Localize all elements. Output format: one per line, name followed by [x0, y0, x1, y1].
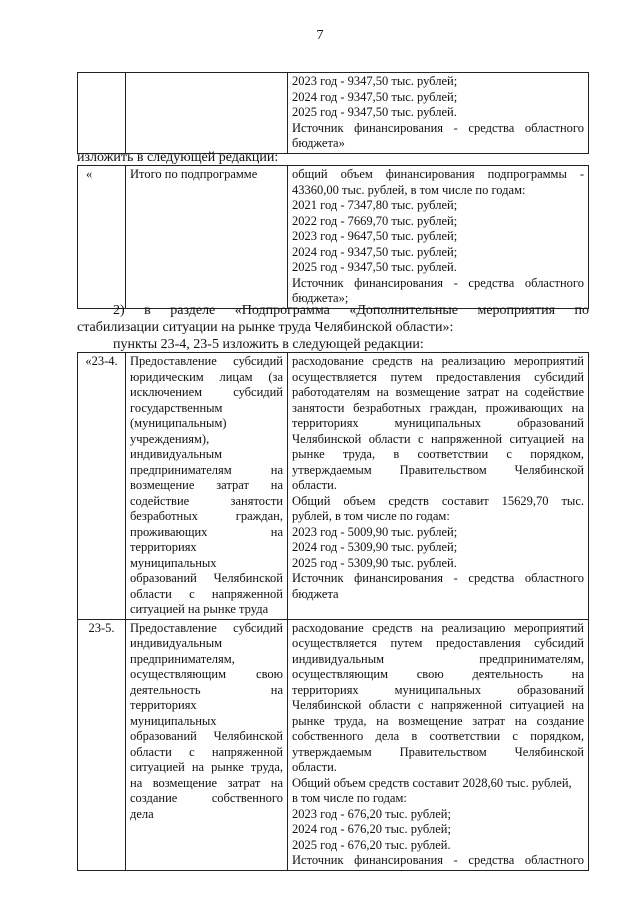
- item-name: [126, 353, 288, 620]
- text-line: содействие занятости: [130, 493, 283, 508]
- financing-cell: [288, 73, 589, 154]
- paragraph-line-1: 2) в разделе «Подпрограмма «Дополнительные мероприятия по: [113, 303, 589, 318]
- text-line: 2023 год - 5009,90 тыс. рублей;: [292, 524, 458, 539]
- text-line: территориях: [130, 698, 197, 712]
- text-line: дела: [130, 806, 154, 821]
- text-line: 2024 год - 676,20 тыс. рублей;: [292, 822, 451, 836]
- page-number: 7: [316, 28, 324, 43]
- text-line: расходование средств на реализацию мероприятий: [292, 620, 584, 635]
- text-line: работодателям на возмещение затрат на содействие: [292, 385, 584, 399]
- measures-table: [77, 352, 589, 871]
- text-line: проживающих на: [130, 524, 283, 539]
- text-line: государственным: [130, 400, 223, 415]
- table-row: [78, 166, 589, 309]
- text-line: (муниципальным): [130, 416, 227, 430]
- text-line: утверждаемым Правительством Челябинской: [292, 744, 584, 759]
- text-line: учреждениям),: [130, 431, 210, 446]
- text-line: 43360,00 тыс. рублей, в том числе по годам:: [292, 182, 526, 197]
- text-line: 2023 год - 9647,50 тыс. рублей;: [292, 229, 458, 243]
- item-name: [126, 619, 288, 870]
- text-line: Предоставление субсидий: [130, 620, 283, 635]
- text-line: Источник финансирования - средства областного: [292, 571, 584, 585]
- text-line: 2022 год - 7669,70 тыс. рублей;: [292, 213, 458, 228]
- text-line: области.: [292, 760, 337, 774]
- total-table: [77, 165, 589, 309]
- table-row: [78, 73, 589, 154]
- total-financing-cell: [288, 166, 589, 309]
- table-row: [78, 353, 589, 620]
- text-line: индивидуальным: [130, 447, 223, 461]
- continuation-table: [77, 72, 589, 154]
- text-line: 2023 год - 676,20 тыс. рублей;: [292, 806, 451, 821]
- text-line: рублей, в том числе по годам:: [292, 509, 450, 523]
- text-line: Челябинской области с напряженной ситуацией на: [292, 431, 584, 446]
- text-line: осуществляющим свою деятельность на: [292, 667, 584, 681]
- text-line: в том числе по годам:: [292, 791, 407, 805]
- text-line: территориях: [130, 540, 197, 554]
- text-line: области с напряженной: [130, 744, 283, 759]
- text-line: рынке труда, на возмещение затрат на создание: [292, 713, 584, 728]
- text-line: осуществляющим свою: [130, 667, 283, 681]
- text-line: муниципальных: [130, 713, 217, 728]
- text-line: 2025 год - 5309,90 тыс. рублей.: [292, 555, 457, 570]
- quote-mark: «: [78, 166, 126, 309]
- text-line: 2021 год - 7347,80 тыс. рублей;: [292, 198, 458, 212]
- text-line: Общий объем средств составит 15629,70 тыс.: [292, 493, 584, 508]
- text-line: осуществляется путем предоставления субсидий: [292, 636, 584, 650]
- text-line: предпринимателям на: [130, 462, 283, 477]
- text-line: Общий объем средств составит 2028,60 тыс. рублей,: [292, 775, 572, 790]
- item-number: «23-4.: [78, 353, 126, 620]
- paragraph-line-3: пункты 23-4, 23-5 изложить в следующей редакции:: [113, 337, 424, 352]
- text-line: ситуацией на рынке труда: [130, 602, 269, 616]
- text-line: рынке труда, в соответствии с порядком,: [292, 447, 584, 461]
- text-line: индивидуальным предпринимателям,: [292, 651, 584, 666]
- text-line: территориях муниципальных образований: [292, 416, 584, 430]
- text-line: муниципальных: [130, 555, 217, 570]
- text-line: бюджета: [292, 586, 339, 601]
- text-line: утверждаемым Правительством Челябинской: [292, 462, 584, 477]
- text-line: бюджета»: [292, 136, 345, 150]
- text-line: образований Челябинской: [130, 729, 283, 743]
- paragraph-line-2: стабилизации ситуации на рынке труда Челябинской области»:: [77, 320, 454, 335]
- total-label: Итого по подпрограмме: [126, 166, 288, 309]
- text-line: осуществляется путем предоставления субсидий: [292, 369, 584, 384]
- text-line: 2025 год - 676,20 тыс. рублей.: [292, 837, 451, 852]
- text-line: образований Челябинской: [130, 571, 283, 585]
- text-line: Источник финансирования - средства областного: [292, 275, 584, 290]
- text-line: безработных граждан,: [130, 509, 283, 523]
- text-line: создание собственного: [130, 791, 283, 805]
- text-line: Источник финансирования - средства областного: [292, 853, 584, 867]
- intro-text: изложить в следующей редакции:: [77, 150, 279, 165]
- text-line: индивидуальным: [130, 636, 223, 650]
- text-line: предпринимателям,: [130, 651, 235, 666]
- text-line: общий объем финансирования подпрограммы -: [292, 167, 584, 181]
- text-line: Предоставление субсидий: [130, 354, 283, 368]
- item-number: 23-5.: [78, 619, 126, 870]
- text-line: Источник финансирования - средства областного: [292, 120, 584, 135]
- text-line: 2025 год - 9347,50 тыс. рублей.: [292, 260, 457, 274]
- text-line: 2024 год - 9347,50 тыс. рублей;: [292, 244, 458, 259]
- text-line: Челябинской области с напряженной ситуацией на: [292, 698, 584, 712]
- text-line: ситуацией на рынке труда,: [130, 760, 283, 774]
- text-line: бюджета»;: [292, 291, 349, 305]
- text-line: исключением субсидий: [130, 385, 283, 399]
- text-line: 2023 год - 9347,50 тыс. рублей;: [292, 74, 458, 88]
- item-description: [288, 353, 589, 620]
- table-row: [78, 619, 589, 870]
- text-line: возмещение затрат на: [130, 478, 283, 492]
- text-line: области с напряженной: [130, 586, 283, 601]
- text-line: собственного дела в соответствии с порядком,: [292, 729, 584, 743]
- text-line: 2024 год - 9347,50 тыс. рублей;: [292, 89, 458, 104]
- text-line: юридическим лицам (за: [130, 369, 283, 384]
- item-description: [288, 619, 589, 870]
- text-line: 2025 год - 9347,50 тыс. рублей.: [292, 105, 457, 119]
- text-line: деятельность на: [130, 682, 283, 697]
- text-line: на возмещение затрат на: [130, 775, 283, 790]
- text-line: территориях муниципальных образований: [292, 682, 584, 697]
- text-line: 2024 год - 5309,90 тыс. рублей;: [292, 540, 458, 554]
- text-line: области.: [292, 478, 337, 492]
- text-line: расходование средств на реализацию мероприятий: [292, 354, 584, 368]
- text-line: занятости безработных граждан, проживающих на: [292, 400, 584, 415]
